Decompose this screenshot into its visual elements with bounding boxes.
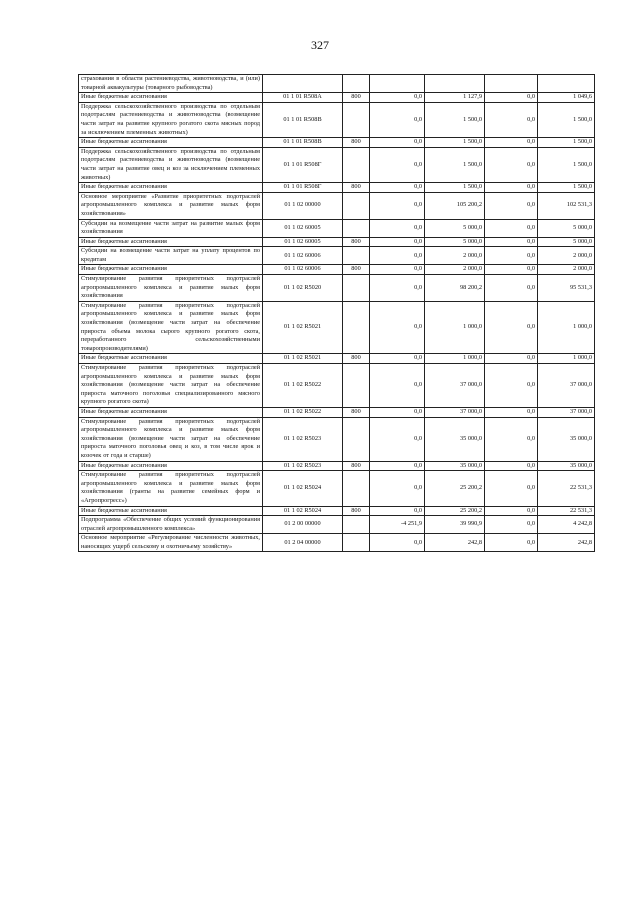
table-row	[79, 192, 595, 219]
row-name-cell: Иные бюджетные ассигнования	[79, 461, 263, 471]
row-change-2-cell: 0,0	[485, 192, 538, 219]
table-row	[79, 516, 595, 534]
row-name-cell: Иные бюджетные ассигнования	[79, 354, 263, 364]
row-name-cell: Иные бюджетные ассигнования	[79, 93, 263, 103]
row-change-2-cell: 0,0	[485, 354, 538, 364]
table-row	[79, 301, 595, 354]
row-change-2-cell: 0,0	[485, 461, 538, 471]
row-amount-cell: 1 127,9	[425, 93, 485, 103]
row-amount-cell: 35 000,0	[425, 461, 485, 471]
table-row	[79, 534, 595, 552]
table-row	[79, 471, 595, 506]
row-change-2-cell: 0,0	[485, 275, 538, 302]
row-change-cell	[370, 75, 425, 93]
table-row	[79, 417, 595, 461]
table-row	[79, 138, 595, 148]
row-change-2-cell: 0,0	[485, 407, 538, 417]
row-amount-cell: 2 000,0	[425, 265, 485, 275]
row-expense-type-cell: 800	[343, 93, 370, 103]
row-code-cell: 01 1 02 R5024	[263, 506, 343, 516]
row-change-2-cell	[485, 75, 538, 93]
row-amount-2-cell: 2 000,0	[538, 265, 595, 275]
row-expense-type-cell	[343, 219, 370, 237]
row-amount-cell: 39 990,9	[425, 516, 485, 534]
row-code-cell: 01 1 02 00000	[263, 192, 343, 219]
row-expense-type-cell: 800	[343, 265, 370, 275]
row-change-2-cell: 0,0	[485, 138, 538, 148]
row-amount-cell	[425, 75, 485, 93]
row-code-cell: 01 1 01 R508В	[263, 138, 343, 148]
row-amount-2-cell: 22 531,3	[538, 471, 595, 506]
row-expense-type-cell: 800	[343, 407, 370, 417]
row-name-cell: Стимулирование развития приоритетных подотраслей агропромышленного комплекса и развитие малых форм хозяйствования (возмещение части затрат на обеспечение прироста объема молока сырого крупного рогатого скота, переработанного сельскохозяйственными товаропроизводителями)	[79, 301, 263, 354]
table-row	[79, 219, 595, 237]
row-amount-cell: 37 000,0	[425, 364, 485, 408]
row-code-cell: 01 1 01 R508Г	[263, 147, 343, 182]
row-expense-type-cell	[343, 102, 370, 137]
row-change-2-cell: 0,0	[485, 93, 538, 103]
row-expense-type-cell	[343, 247, 370, 265]
row-change-cell: 0,0	[370, 138, 425, 148]
row-change-cell: 0,0	[370, 147, 425, 182]
row-change-2-cell: 0,0	[485, 417, 538, 461]
row-amount-cell: 35 000,0	[425, 417, 485, 461]
row-amount-cell: 25 200,2	[425, 506, 485, 516]
page-number: 327	[311, 38, 329, 52]
row-name-cell: Иные бюджетные ассигнования	[79, 237, 263, 247]
row-name-cell: Стимулирование развития приоритетных подотраслей агропромышленного комплекса и развитие малых форм хозяйствования (возмещение части затрат на обеспечение прироста маточного поголовья специализированного мясного крупного рогатого скота)	[79, 364, 263, 408]
row-name-cell: страхования в области растениеводства, животноводства, и (или) товарной аквакультуры (товарного рыбоводства)	[79, 75, 263, 93]
row-amount-2-cell: 5 000,0	[538, 237, 595, 247]
table-row	[79, 364, 595, 408]
row-code-cell: 01 1 02 R5021	[263, 354, 343, 364]
row-amount-2-cell: 2 000,0	[538, 247, 595, 265]
row-amount-cell: 1 000,0	[425, 354, 485, 364]
row-amount-2-cell: 35 000,0	[538, 461, 595, 471]
row-name-cell: Иные бюджетные ассигнования	[79, 138, 263, 148]
row-amount-cell: 98 200,2	[425, 275, 485, 302]
row-change-cell: 0,0	[370, 275, 425, 302]
row-expense-type-cell	[343, 75, 370, 93]
table-row	[79, 183, 595, 193]
row-code-cell: 01 1 02 R5022	[263, 407, 343, 417]
row-name-cell: Субсидии на возмещение части затрат на развитие малых форм хозяйствования	[79, 219, 263, 237]
row-amount-cell: 105 200,2	[425, 192, 485, 219]
row-code-cell: 01 1 02 R5023	[263, 461, 343, 471]
row-amount-2-cell: 1 000,0	[538, 354, 595, 364]
row-change-cell: 0,0	[370, 301, 425, 354]
row-amount-cell: 1 500,0	[425, 183, 485, 193]
row-expense-type-cell	[343, 275, 370, 302]
row-expense-type-cell	[343, 364, 370, 408]
row-amount-2-cell: 1 500,0	[538, 102, 595, 137]
row-change-cell: 0,0	[370, 417, 425, 461]
row-change-2-cell: 0,0	[485, 534, 538, 552]
row-expense-type-cell: 800	[343, 354, 370, 364]
row-amount-2-cell: 35 000,0	[538, 417, 595, 461]
row-code-cell: 01 1 01 R508В	[263, 102, 343, 137]
table-row	[79, 147, 595, 182]
row-amount-2-cell: 102 531,3	[538, 192, 595, 219]
row-amount-cell: 1 500,0	[425, 102, 485, 137]
row-expense-type-cell	[343, 147, 370, 182]
row-name-cell: Стимулирование развития приоритетных подотраслей агропромышленного комплекса и развитие малых форм хозяйствования (гранты на развитие семейных форм и «Агропрогресс»)	[79, 471, 263, 506]
row-change-2-cell: 0,0	[485, 219, 538, 237]
row-code-cell: 01 1 02 R5024	[263, 471, 343, 506]
row-code-cell: 01 1 01 R508Г	[263, 183, 343, 193]
row-code-cell: 01 2 04 00000	[263, 534, 343, 552]
row-name-cell: Стимулирование развития приоритетных подотраслей агропромышленного комплекса и развитие малых форм хозяйствования (возмещение части затрат на обеспечение прироста маточного поголовья овец и коз, в том числе ярок и козочек от года и старше)	[79, 417, 263, 461]
row-amount-2-cell: 95 531,3	[538, 275, 595, 302]
table-row	[79, 461, 595, 471]
row-code-cell	[263, 75, 343, 93]
budget-table	[78, 74, 595, 552]
table-row	[79, 247, 595, 265]
row-code-cell: 01 1 02 R5023	[263, 417, 343, 461]
row-change-2-cell: 0,0	[485, 506, 538, 516]
row-change-2-cell: 0,0	[485, 516, 538, 534]
row-amount-2-cell: 22 531,3	[538, 506, 595, 516]
row-amount-2-cell: 242,8	[538, 534, 595, 552]
table-row	[79, 237, 595, 247]
row-name-cell: Поддержка сельскохозяйственного производства по отдельным подотраслям растениеводства и животноводства (возмещение части затрат на развитие крупного рогатого скота мясных пород за исключением племенных животных)	[79, 102, 263, 137]
table-row	[79, 265, 595, 275]
row-change-2-cell: 0,0	[485, 471, 538, 506]
row-change-cell: -4 251,9	[370, 516, 425, 534]
row-expense-type-cell	[343, 516, 370, 534]
row-change-cell: 0,0	[370, 461, 425, 471]
row-name-cell: Подпрограмма «Обеспечение общих условий функционирования отраслей агропромышленного комплекса»	[79, 516, 263, 534]
row-expense-type-cell	[343, 534, 370, 552]
row-change-2-cell: 0,0	[485, 183, 538, 193]
row-amount-2-cell: 1 049,6	[538, 93, 595, 103]
row-amount-cell: 242,8	[425, 534, 485, 552]
row-code-cell: 01 1 02 R5020	[263, 275, 343, 302]
row-code-cell: 01 1 02 R5021	[263, 301, 343, 354]
row-amount-cell: 2 000,0	[425, 247, 485, 265]
row-name-cell: Поддержка сельскохозяйственного производства по отдельным подотраслям растениеводства и животноводства (возмещение части затрат на развитие овец и коз за исключением племенных животных)	[79, 147, 263, 182]
row-change-cell: 0,0	[370, 364, 425, 408]
row-expense-type-cell: 800	[343, 183, 370, 193]
row-change-2-cell: 0,0	[485, 147, 538, 182]
row-amount-cell: 1 500,0	[425, 138, 485, 148]
row-change-2-cell: 0,0	[485, 265, 538, 275]
row-expense-type-cell: 800	[343, 506, 370, 516]
table-row	[79, 102, 595, 137]
table-row	[79, 407, 595, 417]
row-code-cell: 01 1 02 60005	[263, 219, 343, 237]
row-amount-2-cell: 4 242,8	[538, 516, 595, 534]
row-name-cell: Основное мероприятие «Регулирование численности животных, наносящих ущерб сельскому и охотничьему хозяйству»	[79, 534, 263, 552]
row-name-cell: Иные бюджетные ассигнования	[79, 265, 263, 275]
row-amount-2-cell: 37 000,0	[538, 407, 595, 417]
row-name-cell: Субсидии на возмещение части затрат на уплату процентов по кредитам	[79, 247, 263, 265]
row-change-2-cell: 0,0	[485, 364, 538, 408]
table-body	[79, 75, 595, 552]
row-change-2-cell: 0,0	[485, 247, 538, 265]
row-change-2-cell: 0,0	[485, 102, 538, 137]
row-code-cell: 01 1 02 60005	[263, 237, 343, 247]
row-amount-cell: 5 000,0	[425, 219, 485, 237]
row-expense-type-cell: 800	[343, 138, 370, 148]
row-amount-cell: 5 000,0	[425, 237, 485, 247]
row-change-cell: 0,0	[370, 407, 425, 417]
row-expense-type-cell	[343, 417, 370, 461]
row-change-cell: 0,0	[370, 506, 425, 516]
row-change-cell: 0,0	[370, 237, 425, 247]
row-name-cell: Иные бюджетные ассигнования	[79, 407, 263, 417]
row-amount-2-cell: 1 500,0	[538, 147, 595, 182]
row-expense-type-cell: 800	[343, 461, 370, 471]
row-name-cell: Иные бюджетные ассигнования	[79, 183, 263, 193]
row-amount-2-cell: 1 500,0	[538, 183, 595, 193]
row-change-cell: 0,0	[370, 219, 425, 237]
row-change-cell: 0,0	[370, 247, 425, 265]
table-row	[79, 506, 595, 516]
row-code-cell: 01 1 02 60006	[263, 265, 343, 275]
table-row	[79, 75, 595, 93]
row-amount-2-cell: 1 000,0	[538, 301, 595, 354]
row-change-cell: 0,0	[370, 534, 425, 552]
row-amount-cell: 25 200,2	[425, 471, 485, 506]
row-name-cell: Иные бюджетные ассигнования	[79, 506, 263, 516]
row-change-cell: 0,0	[370, 93, 425, 103]
row-change-cell: 0,0	[370, 183, 425, 193]
row-change-cell: 0,0	[370, 192, 425, 219]
row-code-cell: 01 1 01 R508А	[263, 93, 343, 103]
row-amount-cell: 1 500,0	[425, 147, 485, 182]
row-amount-cell: 37 000,0	[425, 407, 485, 417]
row-change-cell: 0,0	[370, 471, 425, 506]
row-amount-2-cell: 1 500,0	[538, 138, 595, 148]
row-change-cell: 0,0	[370, 265, 425, 275]
row-amount-2-cell: 37 000,0	[538, 364, 595, 408]
table-row	[79, 275, 595, 302]
row-change-2-cell: 0,0	[485, 237, 538, 247]
row-name-cell: Стимулирование развития приоритетных подотраслей агропромышленного комплекса и развитие малых форм хозяйствования	[79, 275, 263, 302]
row-change-cell: 0,0	[370, 354, 425, 364]
row-change-2-cell: 0,0	[485, 301, 538, 354]
row-expense-type-cell	[343, 301, 370, 354]
row-name-cell: Основное мероприятие «Развитие приоритетных подотраслей агропромышленного комплекса и развитие малых форм хозяйствования»	[79, 192, 263, 219]
row-change-cell: 0,0	[370, 102, 425, 137]
row-expense-type-cell	[343, 192, 370, 219]
row-amount-cell: 1 000,0	[425, 301, 485, 354]
row-code-cell: 01 1 02 R5022	[263, 364, 343, 408]
row-code-cell: 01 1 02 60006	[263, 247, 343, 265]
table-row	[79, 93, 595, 103]
row-amount-2-cell	[538, 75, 595, 93]
row-amount-2-cell: 5 000,0	[538, 219, 595, 237]
row-expense-type-cell: 800	[343, 237, 370, 247]
row-code-cell: 01 2 00 00000	[263, 516, 343, 534]
table-row	[79, 354, 595, 364]
row-expense-type-cell	[343, 471, 370, 506]
